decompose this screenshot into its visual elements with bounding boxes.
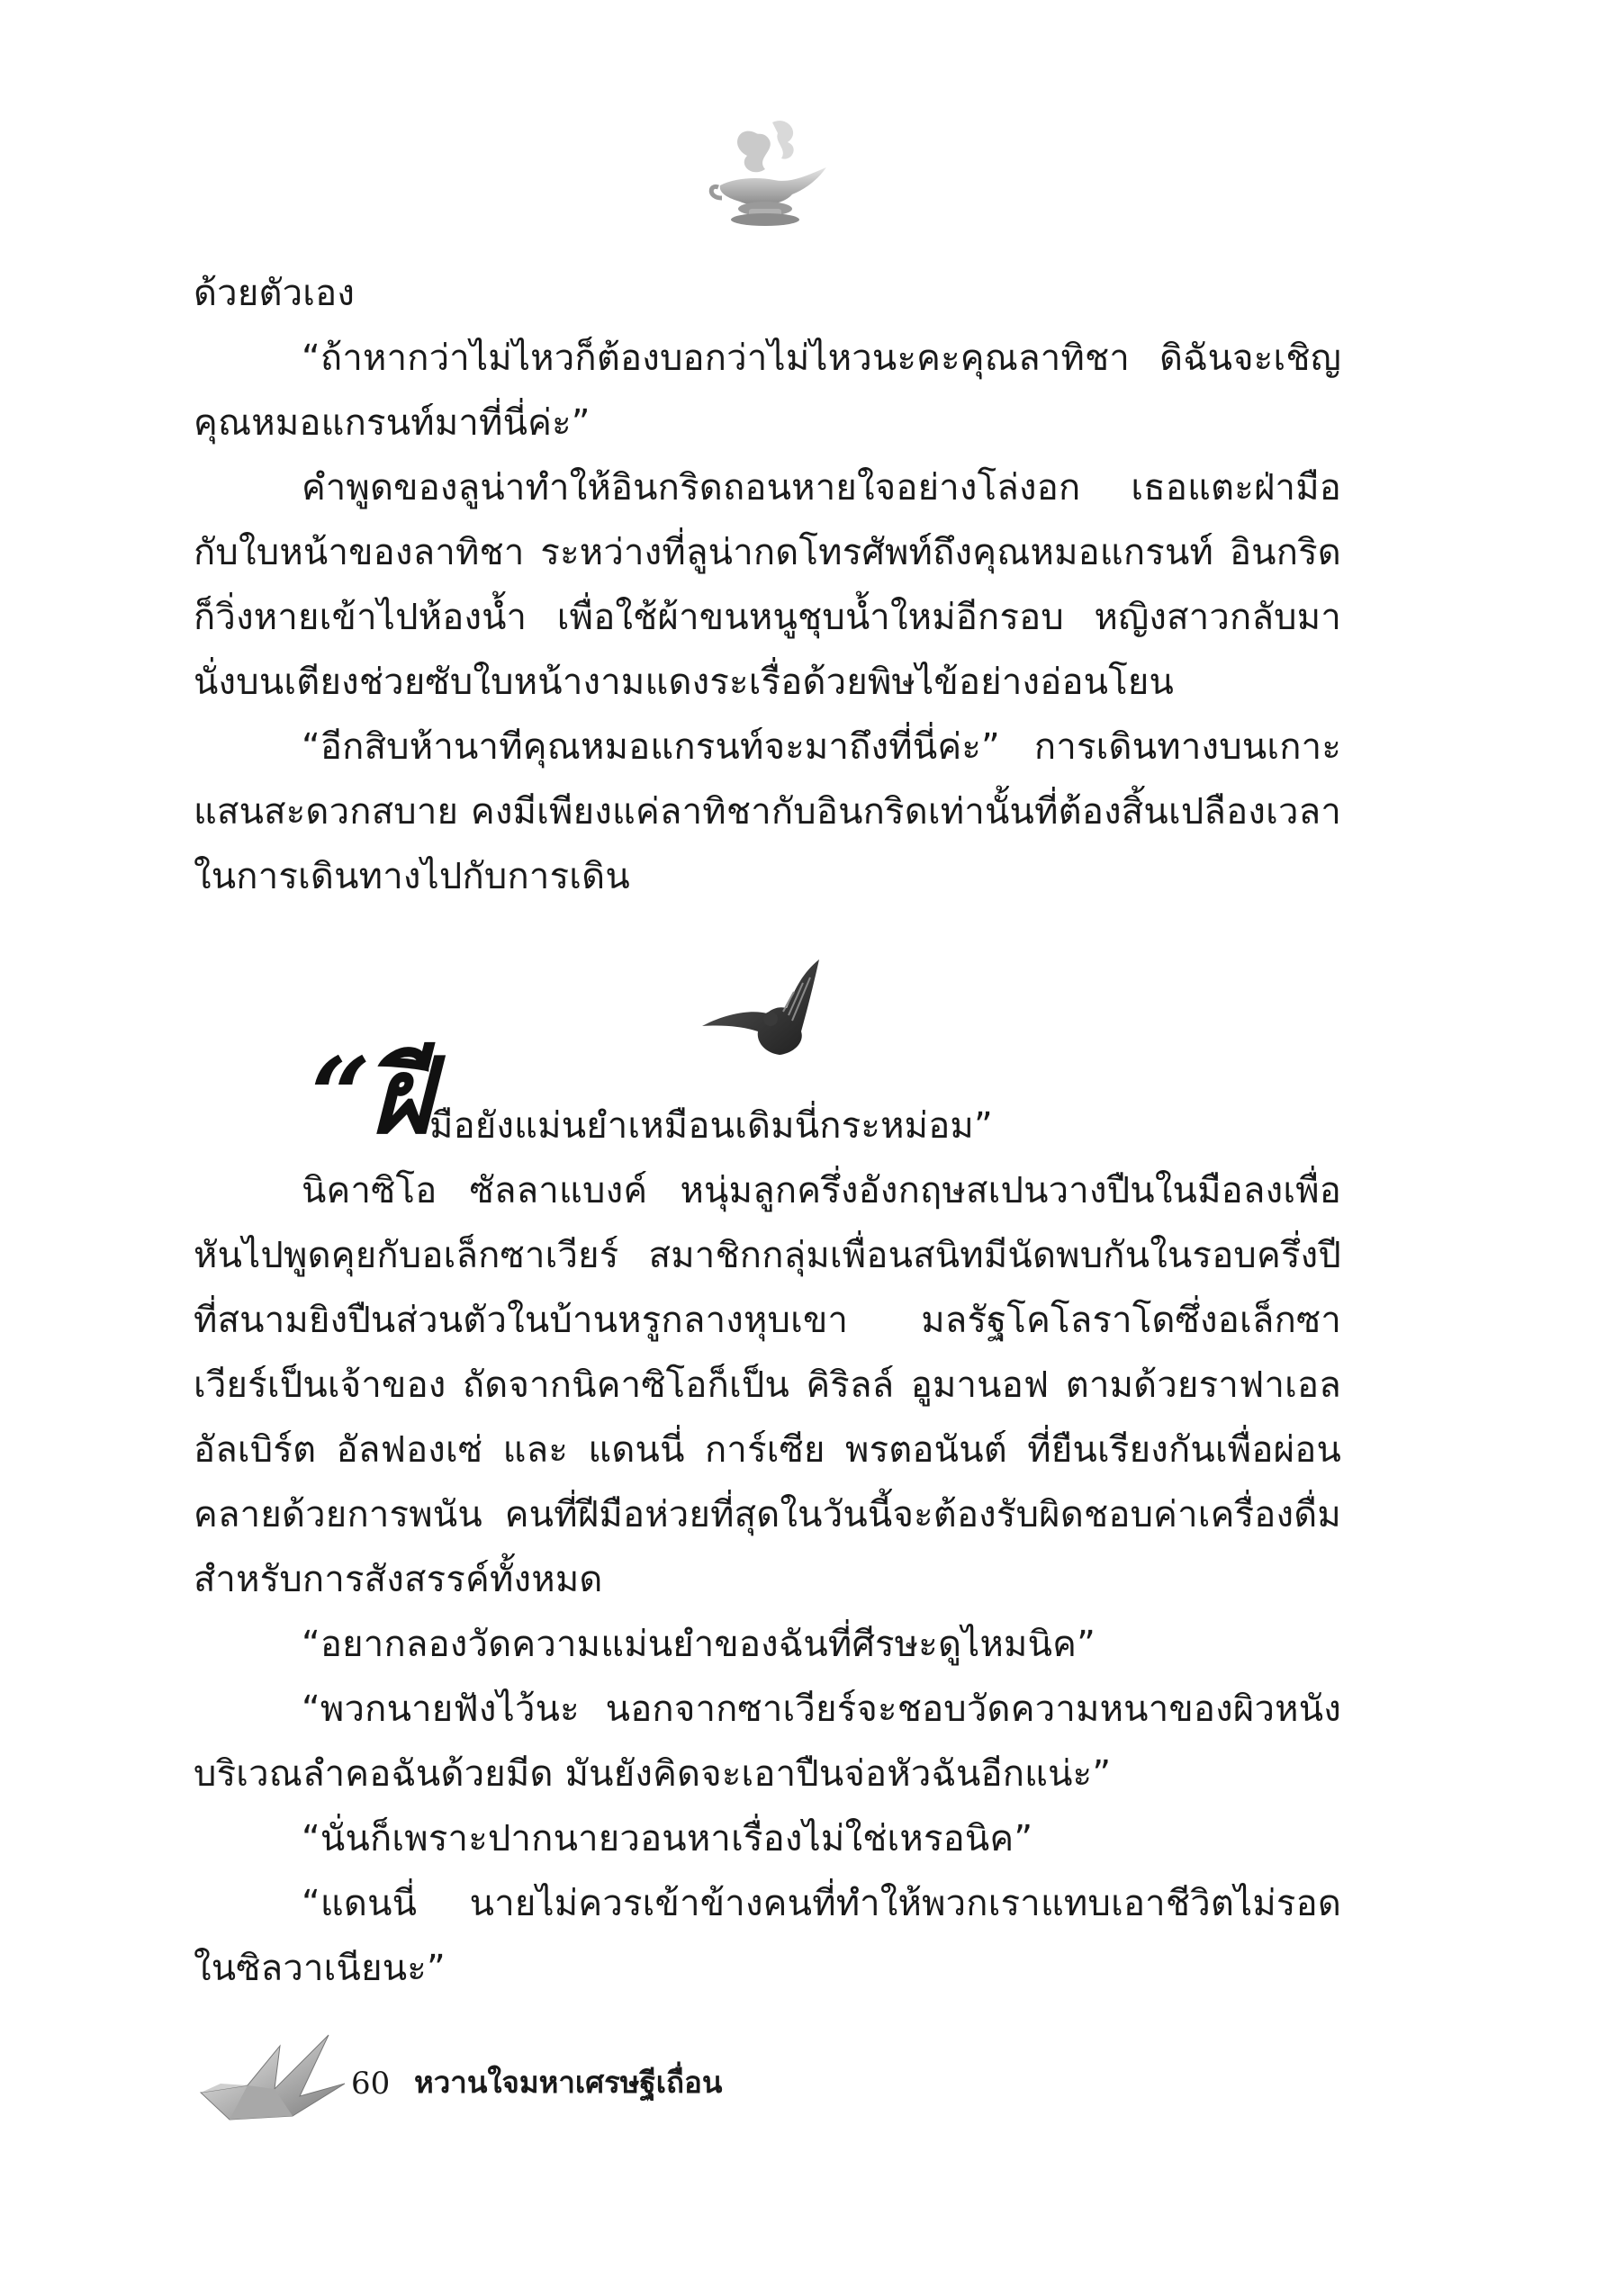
book-title: หวานใจมหาเศรษฐีเถื่อน: [414, 2065, 723, 2100]
paper-crane-icon: [194, 2030, 356, 2129]
paragraph: “นั่นก็เพราะปากนายวอนหาเรื่องไม่ใช่เหรอนิค”: [302, 1818, 1033, 1859]
page-number: 60: [351, 2066, 391, 2102]
paragraph: “แดนนี่ นายไม่ควรเข้าข้างคนที่ทำให้พวกเราแทบเอาชีวิตไม่รอดในซิลวาเนียนะ”: [194, 1883, 1341, 1989]
section-1-text: [194, 261, 1341, 909]
genie-lamp-icon: [702, 115, 837, 232]
paragraph: “อยากลองวัดความแม่นยำของฉันที่ศีรษะดูไหมนิค”: [302, 1624, 1096, 1665]
paragraph: คำพูดของลูน่าทำให้อินกริดถอนหายใจอย่างโล่งอก เธอแตะฝ่ามือกับใบหน้าของลาทิชา ระหว่างที่ลูน่ากดโทรศัพท์ถึงคุณหมอแกรนท์ อินกริดก็วิ่งหายเข้าไปห้องน้ำ เพื่อใช้ผ้าขนหนูชุบน้ำใหม่อีกรอบ หญิงสาวกลับมานั่งบนเตียงช่วยซับใบหน้างามแดงระเรื่อด้วยพิษไข้อย่างอ่อนโยน: [194, 467, 1341, 703]
dropcap: “ฝี: [311, 1035, 433, 1157]
paragraph: “ถ้าหากว่าไม่ไหวก็ต้องบอกว่าไม่ไหวนะคะคุณลาทิชา ดิฉันจะเชิญคุณหมอแกรนท์มาที่นี่ค่ะ”: [194, 338, 1341, 444]
flying-owl-icon: [693, 956, 828, 1064]
paragraph: ด้วยตัวเอง: [194, 273, 356, 314]
dropcap-rest-text: มือยังแม่นยำเหมือนเดิมนี่กระหม่อม”: [429, 1105, 993, 1147]
dropcap-paragraph: [194, 1035, 1341, 1158]
paragraph: “อีกสิบห้านาทีคุณหมอแกรนท์จะมาถึงที่นี่ค่ะ” การเดินทางบนเกาะแสนสะดวกสบาย คงมีเพียงแค่ลาทิชากับอินกริดเท่านั้นที่ต้องสิ้นเปลืองเวลาในการเดินทางไปกับการเดิน: [194, 726, 1341, 897]
section-2-text: [194, 1035, 1341, 2001]
page-footer: [194, 2030, 824, 2129]
paragraph: นิคาซิโอ ซัลลาแบงค์ หนุ่มลูกครึ่งอังกฤษสเปนวางปืนในมือลงเพื่อหันไปพูดคุยกับอเล็กซาเวียร์ สมาชิกกลุ่มเพื่อนสนิทมีนัดพบกันในรอบครึ่งปีที่สนามยิงปืนส่วนตัวในบ้านหรูกลางหุบเขา มลรัฐโคโลราโดซึ่งอเล็กซาเวียร์เป็นเจ้าของ ถัดจากนิคาซิโอก็เป็น คิริลล์ อูมานอฟ ตามด้วยราฟาเอล อัลเบิร์ต อัลฟองเซ่ และ แดนนี่ การ์เซีย พรตอนันต์ ที่ยืนเรียงกันเพื่อผ่อนคลายด้วยการพนัน คนที่ฝีมือห่วยที่สุดในวันนี้จะต้องรับผิดชอบค่าเครื่องดื่มสำหรับการสังสรรค์ทั้งหมด: [194, 1170, 1341, 1600]
paragraph: “พวกนายฟังไว้นะ นอกจากซาเวียร์จะชอบวัดความหนาของผิวหนังบริเวณลำคอฉันด้วยมีด มันยังคิดจะเอาปืนจ่อหัวฉันอีกแน่ะ”: [194, 1688, 1341, 1795]
